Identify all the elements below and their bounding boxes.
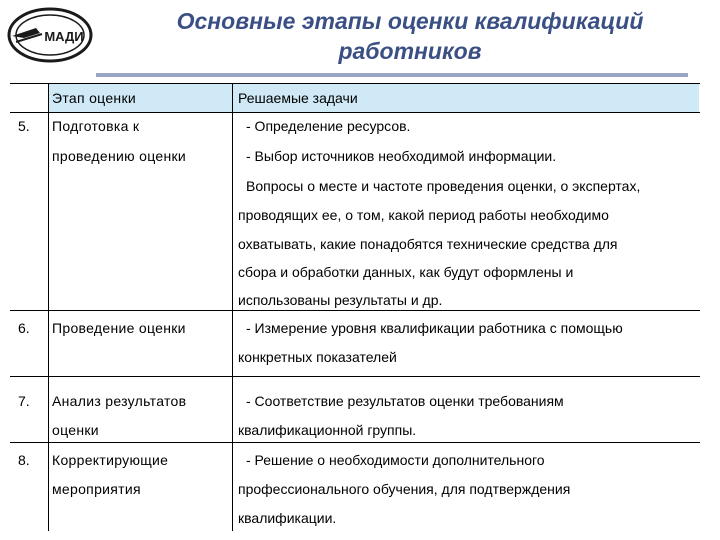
header-tasks: Решаемые задачи xyxy=(238,90,358,106)
task-line: - Определение ресурсов. xyxy=(246,118,411,134)
stage-line: оценки xyxy=(52,422,99,438)
task-line: конкретных показателей xyxy=(238,349,397,365)
column-divider-1 xyxy=(48,83,49,531)
title-line-2: работников xyxy=(338,38,482,64)
task-line: проводящих ее, о том, какой период работы необходимо xyxy=(238,207,609,223)
task-line: Вопросы о месте и частоте проведения оценки, о экспертах, xyxy=(246,178,641,194)
task-line: - Выбор источников необходимой информации. xyxy=(246,148,557,164)
stage-line: Корректирующие xyxy=(52,452,169,468)
row-number: 5. xyxy=(18,118,30,134)
row-divider-7 xyxy=(10,376,700,377)
task-line: - Измерение уровня квалификации работника с помощью xyxy=(246,320,623,336)
row-divider-6 xyxy=(10,310,700,311)
task-line: профессионального обучения, для подтверждения xyxy=(238,481,571,497)
logo-text: МАДИ xyxy=(44,29,84,44)
table-top-border xyxy=(10,83,700,84)
stage-line: Проведение оценки xyxy=(52,320,186,336)
stage-line: проведению оценки xyxy=(52,148,187,164)
title-line-1: Основные этапы оценки квалификаций xyxy=(176,8,644,34)
task-line: охватывать, какие понадобятся технические средства для xyxy=(238,236,618,252)
stage-line: Анализ результатов xyxy=(52,393,187,409)
row-number: 8. xyxy=(18,452,30,468)
page-title xyxy=(120,6,700,66)
stage-line: Подготовка к xyxy=(52,118,140,134)
task-line: использованы результаты и др. xyxy=(238,292,443,308)
task-line: квалификации. xyxy=(238,510,337,526)
header-stage: Этап оценки xyxy=(52,90,136,106)
task-line: - Решение о необходимости дополнительного xyxy=(246,452,545,468)
task-line: квалификационной группы. xyxy=(238,422,417,438)
table-header-row xyxy=(48,84,699,112)
title-underline xyxy=(96,73,688,77)
task-line: - Соответствие результатов оценки требованиям xyxy=(246,393,564,409)
stage-line: мероприятия xyxy=(52,481,141,497)
madi-logo xyxy=(6,6,94,64)
header-divider xyxy=(10,112,700,113)
row-divider-8 xyxy=(10,442,700,443)
row-number: 6. xyxy=(18,320,30,336)
column-divider-2 xyxy=(232,83,233,531)
task-line: сбора и обработки данных, как будут оформлены и xyxy=(238,264,574,280)
row-number: 7. xyxy=(18,393,30,409)
